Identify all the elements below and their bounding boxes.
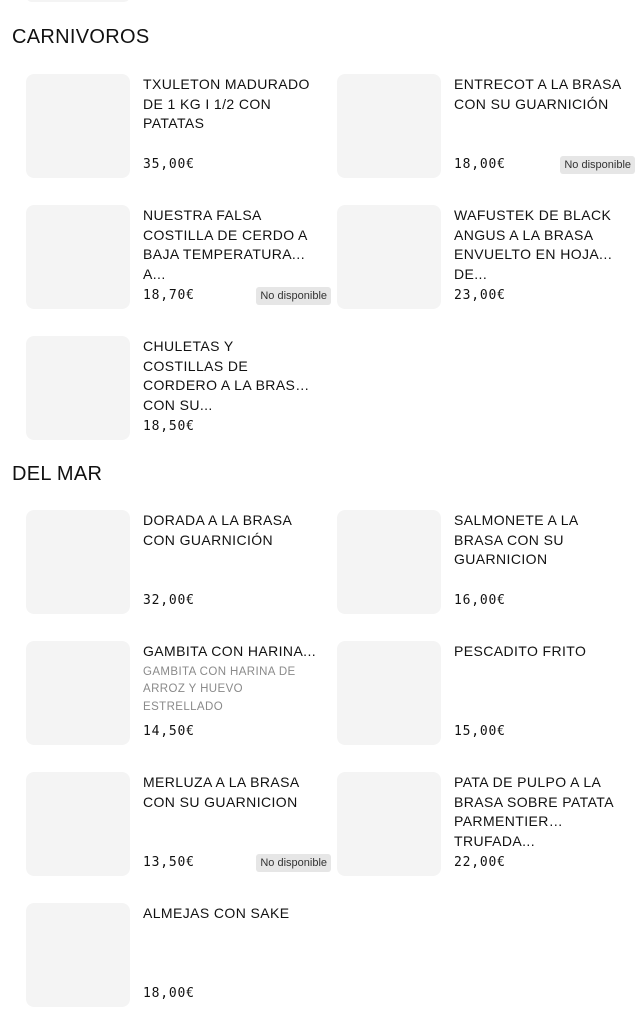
dish-info <box>454 511 622 614</box>
dish-info <box>143 511 313 614</box>
dish-name: PATA DE PULPO A LA BRASA SOBRE PATATA PARMENTIER TRUFADA... <box>454 774 614 849</box>
dish-info <box>454 642 622 745</box>
dish-info <box>143 904 313 1007</box>
dish-info <box>143 773 327 876</box>
menu-item-card[interactable] <box>337 641 633 745</box>
dish-image-placeholder <box>26 74 130 178</box>
dish-price: 13,50€ <box>143 855 195 870</box>
dish-info <box>143 206 327 309</box>
menu-item-card[interactable] <box>26 336 322 440</box>
dish-name: ALMEJAS CON SAKE <box>143 905 290 921</box>
dish-info <box>454 773 622 876</box>
dish-price: 18,50€ <box>143 419 195 434</box>
unavailable-badge: No disponible <box>256 854 331 872</box>
dish-name: MERLUZA A LA BRASA CON SU GUARNICION <box>143 774 299 810</box>
dish-price: 14,50€ <box>143 724 195 739</box>
dish-image-placeholder <box>26 510 130 614</box>
dish-name: NUESTRA FALSA COSTILLA DE CERDO A BAJA TEMPERATURA A... <box>143 207 307 282</box>
dish-name: CHULETAS Y COSTILLAS DE CORDERO A LA BRASA CON SU... <box>143 338 305 413</box>
dish-description: GAMBITA CON HARINA DE ARROZ Y HUEVO ESTRELLADO <box>143 665 296 713</box>
section-title-del-mar: DEL MAR <box>12 463 103 485</box>
dish-price: 16,00€ <box>454 593 506 608</box>
menu-grid-del-mar <box>26 510 628 1007</box>
menu-item-card[interactable] <box>337 205 633 309</box>
dish-info <box>143 75 313 178</box>
dish-image-placeholder <box>26 772 130 876</box>
dish-name: SALMONETE A LA BRASA CON SU GUARNICION <box>454 512 578 567</box>
dish-image-placeholder <box>26 336 130 440</box>
dish-price: 18,70€ <box>143 288 195 303</box>
dish-image-placeholder <box>337 510 441 614</box>
dish-price: 35,00€ <box>143 157 195 172</box>
dish-info <box>143 642 317 745</box>
unavailable-badge: No disponible <box>560 156 635 174</box>
dish-name: ENTRECOT A LA BRASA CON SU GUARNICIÓN <box>454 76 621 112</box>
menu-item-card[interactable] <box>337 510 633 614</box>
dish-image-placeholder <box>26 641 130 745</box>
dish-image-placeholder <box>337 205 441 309</box>
previous-item-thumbnail <box>26 0 130 2</box>
dish-info <box>454 206 622 309</box>
dish-price: 32,00€ <box>143 593 195 608</box>
menu-item-card[interactable] <box>26 74 322 178</box>
dish-name: DORADA A LA BRASA CON GUARNICIÓN <box>143 512 292 548</box>
dish-info <box>454 75 631 178</box>
menu-item-card[interactable] <box>26 772 327 876</box>
dish-image-placeholder <box>26 205 130 309</box>
menu-item-card[interactable] <box>26 510 322 614</box>
dish-price: 23,00€ <box>454 288 506 303</box>
dish-info <box>143 337 313 440</box>
dish-image-placeholder <box>337 772 441 876</box>
section-title-carnivoros: CARNIVOROS <box>12 26 150 48</box>
dish-name: GAMBITA CON HARINA... <box>143 643 317 659</box>
unavailable-badge: No disponible <box>256 287 331 305</box>
dish-name: TXULETON MADURADO DE 1 KG I 1/2 CON PATATAS <box>143 76 310 131</box>
menu-item-card[interactable] <box>337 74 633 178</box>
dish-image-placeholder <box>26 903 130 1007</box>
menu-grid-carnivoros <box>26 74 631 440</box>
dish-name: WAFUSTEK DE BLACK ANGUS A LA BRASA ENVUELTO EN HOJA DE... <box>454 207 612 282</box>
dish-image-placeholder <box>337 641 441 745</box>
menu-item-card[interactable] <box>26 205 327 309</box>
menu-item-card[interactable] <box>26 641 322 745</box>
dish-image-placeholder <box>337 74 441 178</box>
dish-price: 22,00€ <box>454 855 506 870</box>
menu-item-card[interactable] <box>337 772 633 876</box>
dish-price: 18,00€ <box>454 157 506 172</box>
dish-price: 18,00€ <box>143 986 195 1001</box>
dish-price: 15,00€ <box>454 724 506 739</box>
menu-item-card[interactable] <box>26 903 322 1007</box>
dish-name: PESCADITO FRITO <box>454 643 587 659</box>
